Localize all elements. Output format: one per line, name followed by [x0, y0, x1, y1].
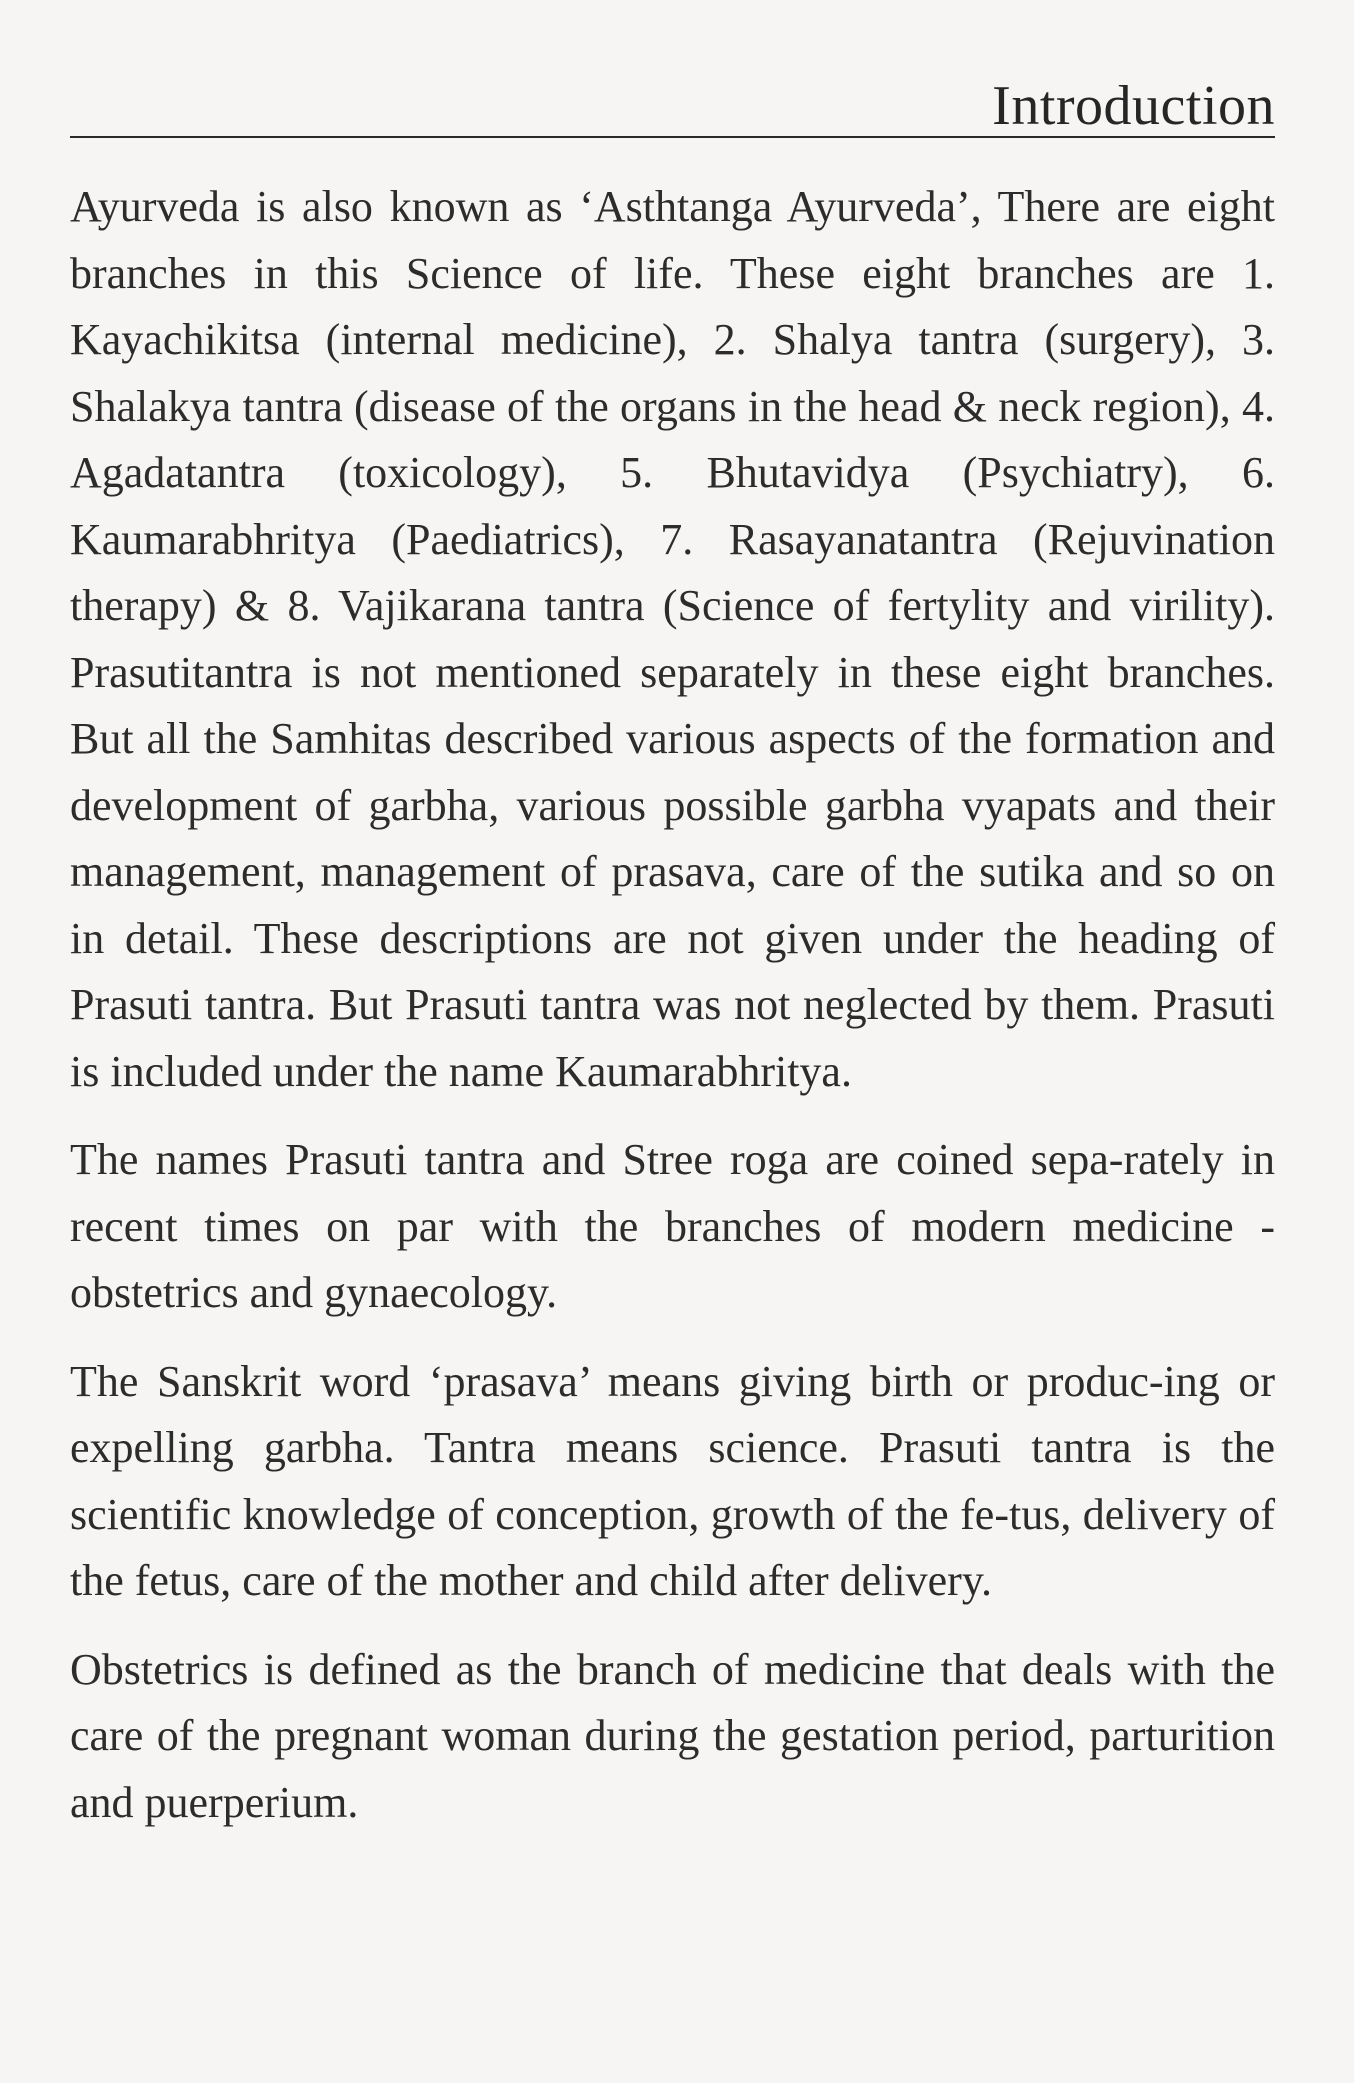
- paragraph-obstetrics-definition: Obstetrics is defined as the branch of medicine that deals with the care of the pregnant woman during the gestation period, parturition and puerperium.: [70, 1644, 1275, 1827]
- paragraph-branches-of-ayurveda: Ayurveda is also known as ‘Asthtanga Ayurveda’, There are eight branches in this Science of life. These eight branches are 1. Kayachikitsa (internal medicine), 2. Shalya tantra (surgery), 3. Shalakya tantra (disease of the organs in the head & neck region), 4. Agadatantra (toxicology), 5. Bhutavidya (Psychiatry), 6. Kaumarabhritya (Paediatrics), 7. Rasayanatantra (Rejuvination therapy) & 8. Vajikarana tantra (Science of fertylity and virility). Prasutitantra is not mentioned separately in these eight branches. But all the Samhitas described various aspects of the formation and development of garbha, various possible garbha vyapats and their management, management of prasava, care of the sutika and so on in detail. These descriptions are not given under the heading of Prasuti tantra. But Prasuti tantra was not neglected by them. Prasuti is included under the name Kaumarabhritya.: [70, 182, 1275, 1096]
- paragraph-names-coined: The names Prasuti tantra and Stree roga are coined sepa-rately in recent times on par with the branches of modern medicine - obstetrics and gynaecology.: [70, 1135, 1275, 1317]
- book-page: [70, 60, 1275, 2050]
- page-header: [70, 60, 1275, 138]
- page-title: Introduction: [992, 75, 1275, 137]
- paragraph-prasava-definition: The Sanskrit word ‘prasava’ means giving birth or produc-ing or expelling garbha. Tantra means science. Prasuti tantra is the scientific knowledge of conception, growth of the fe-tus, delivery of the fetus, care of the mother and child after delivery.: [70, 1356, 1275, 1605]
- body-text: [70, 174, 1275, 1836]
